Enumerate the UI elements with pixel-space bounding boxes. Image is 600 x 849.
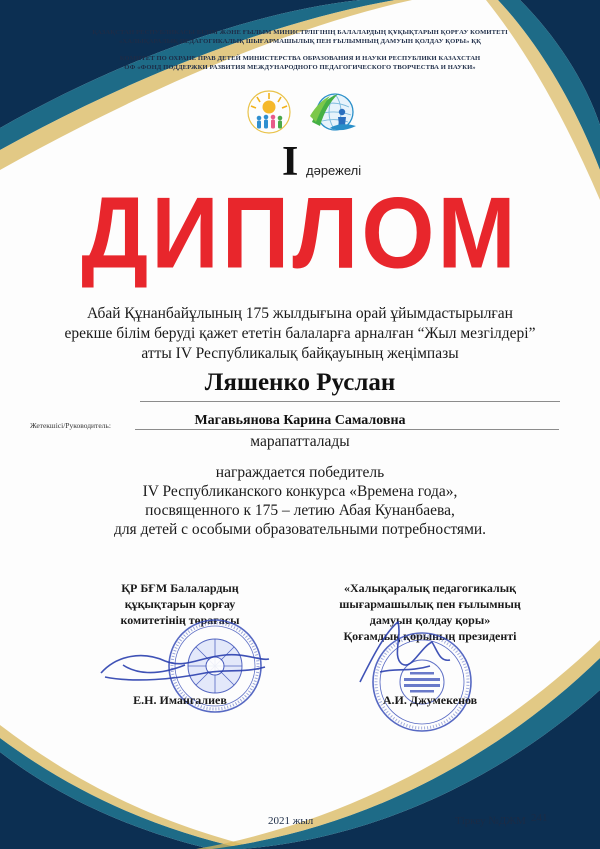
foundation-globe-logo — [308, 88, 360, 138]
header-ru-line-2: ОФ «ФОНД ПОДДЕРЖКИ РАЗВИТИЯ МЕЖДУНАРОДНОГО ПЕДАГОГИЧЕСКОГО ТВОРЧЕСТВА И НАУКИ» — [124, 64, 476, 71]
left-signatory-title-2: құқықтарын қорғау — [124, 597, 236, 611]
left-signatory-title-3: комитетінің төрағасы — [120, 613, 240, 627]
supervisor-underline — [135, 429, 559, 430]
ru-text-line-1: награждается победитель — [215, 464, 385, 481]
ru-text-line-3: посвященного к 175 – летию Абая Кунанбаева, — [145, 502, 455, 519]
header-ru-line-1: КОМИТЕТ ПО ОХРАНЕ ПРАВ ДЕТЕЙ МИНИСТЕРСТВА ОБРАЗОВАНИЯ И НАУКИ РЕСПУБЛИКИ КАЗАХСТАН — [119, 55, 481, 62]
supervisor-label: Жетекшісі/Руководитель: — [30, 421, 111, 430]
right-signatory-title-4: Қоғамдық қорының президенті — [343, 629, 517, 643]
header-kz-line-2: «ХАЛЫҚАРАЛЫҚ ПЕДАГОГИКАЛЫҚ ШЫҒАРМАШЫЛЫҚ ПЕН ҒЫЛЫМНЫҢ ДАМУЫН ҚОЛДАУ ҚОРЫ» ҚҚ — [119, 38, 481, 45]
footer-registration-label: Тіркеу №ДЖМ — [455, 815, 526, 827]
left-signature — [95, 643, 275, 693]
right-signatory-title-2: шығармашылық пен ғылымның — [339, 597, 521, 611]
winner-underline — [140, 401, 560, 402]
footer-year: 2021 жыл — [268, 815, 314, 827]
right-signatory-title-1: «Халықаралық педагогикалық — [343, 581, 517, 595]
kz-text-line-2: ерекше білім беруді қажет ететін балаларға арналған “Жыл мезгілдері” — [64, 325, 536, 342]
footer-registration-number: 241 — [531, 812, 548, 824]
right-signatory-title-3: дамуын қолдау қоры» — [369, 613, 491, 627]
right-signature — [340, 612, 460, 692]
left-signatory-name: Е.Н. Имангалиев — [133, 693, 227, 707]
supervisor-name: Магавьянова Карина Самаловна — [194, 413, 406, 428]
kz-text-line-1: Абай Құнанбайұлының 175 жылдығына орай ұйымдастырылған — [87, 305, 513, 322]
awarded-kz-text: марапатталады — [250, 433, 350, 450]
winner-name: Ляшенко Руслан — [204, 369, 396, 396]
ru-text-line-4: для детей с особыми образовательными потребностями. — [113, 521, 487, 538]
left-signatory-title-1: ҚР БҒМ Балалардың — [121, 581, 239, 595]
kz-text-line-3: атты IV Республикалық байқауының жеңімпазы — [141, 345, 459, 362]
right-signatory-name: А.И. Джумекенов — [382, 693, 478, 707]
degree-label: дәрежелі — [306, 163, 362, 178]
children-committee-logo — [245, 90, 293, 136]
diploma-title: ДИПЛОМ — [81, 175, 519, 290]
degree-numeral: I — [282, 139, 299, 185]
ru-text-line-2: IV Республиканского конкурса «Времена года», — [142, 483, 458, 500]
header-kz-line-1: ҚАЗАҚСТАН РЕСПУБЛИКАСЫ БІЛІМ ЖӘНЕ ҒЫЛЫМ МИНИСТРЛІГІНІҢ БАЛАЛАРДЫҢ ҚҰҚЫҚТАРЫН ҚОРҒАУ КОМИТЕТІ — [92, 29, 508, 36]
